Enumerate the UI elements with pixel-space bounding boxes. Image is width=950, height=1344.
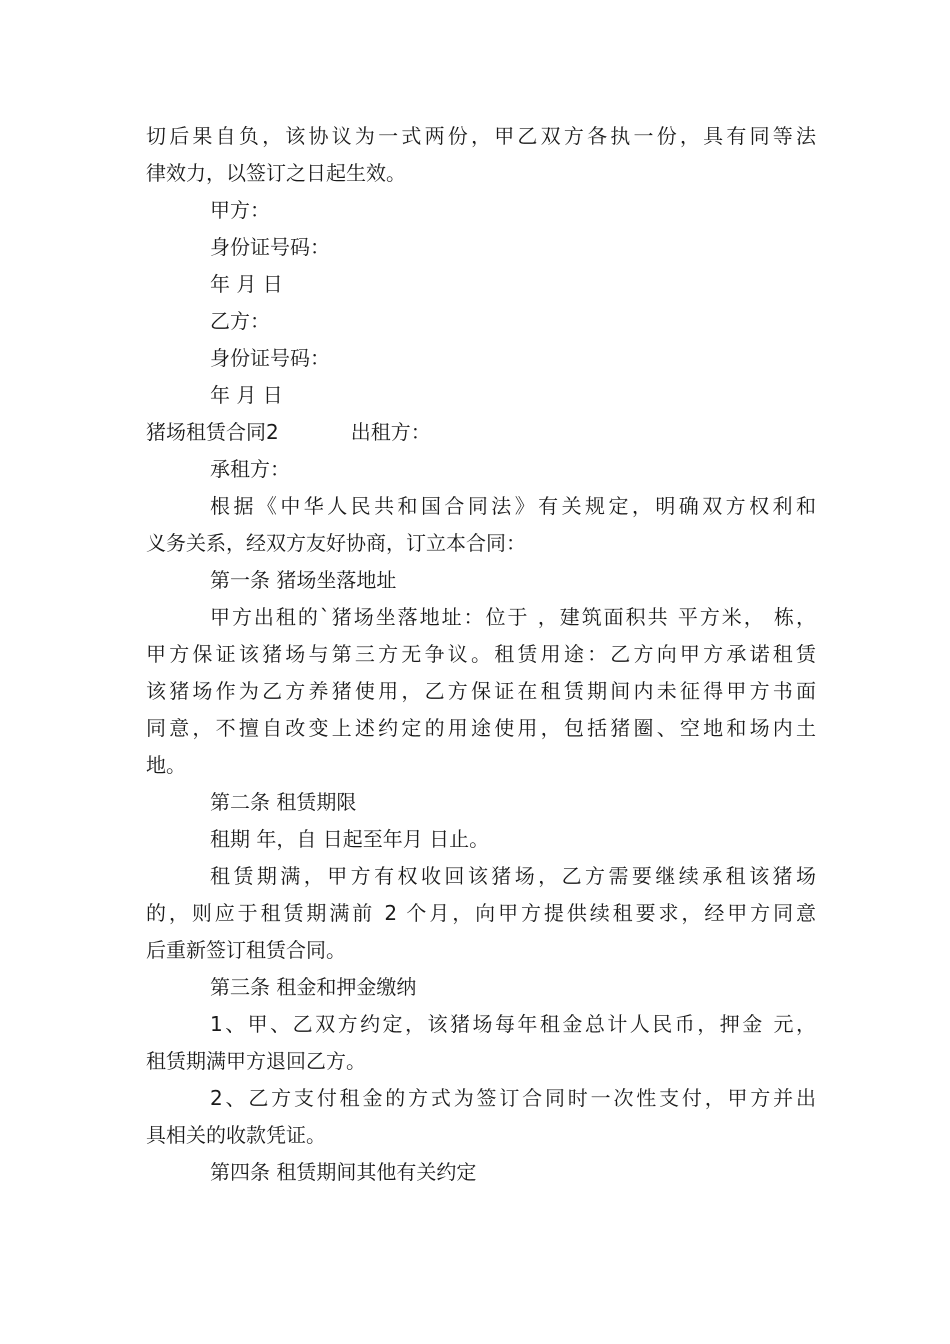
party-a-date: 年 月 日 — [210, 272, 283, 296]
article-heading: 第一条 猪场坐落地址 — [210, 568, 397, 592]
paragraph-line: 1、甲、乙双方约定，该猪场每年租金总计人民币，押金 元， — [210, 1012, 816, 1036]
paragraph-line: 具相关的收款凭证。 — [146, 1123, 326, 1147]
paragraph-line: 租赁期满甲方退回乙方。 — [146, 1049, 366, 1073]
lessor-label: 出租方： — [350, 420, 431, 444]
paragraph-line: 的，则应于租赁期满前 2 个月，向甲方提供续租要求，经甲方同意 — [146, 901, 816, 925]
paragraph-line: 甲方保证该猪场与第三方无争议。租赁用途：乙方向甲方承诺租赁 — [146, 642, 816, 666]
party-a-label: 甲方： — [210, 198, 270, 222]
paragraph-line: 义务关系，经双方友好协商，订立本合同： — [146, 531, 526, 555]
paragraph-line: 同意，不擅自改变上述约定的用途使用，包括猪圈、空地和场内土 — [146, 716, 816, 740]
party-b-id-label: 身份证号码： — [210, 346, 330, 370]
paragraph-line: 租期 年，自 日起至年月 日止。 — [210, 827, 490, 851]
party-b-date: 年 月 日 — [210, 383, 283, 407]
paragraph-line: 切后果自负，该协议为一式两份，甲乙双方各执一份，具有同等法 — [146, 124, 816, 148]
paragraph-line: 甲方出租的`猪场坐落地址：位于 ，建筑面积共 平方米， 栋， — [210, 605, 816, 629]
paragraph-line: 根据《中华人民共和国合同法》有关规定，明确双方权利和 — [210, 494, 816, 518]
contract-title: 猪场租赁合同2 — [146, 420, 279, 444]
party-a-id-label: 身份证号码： — [210, 235, 330, 259]
article-heading: 第二条 租赁期限 — [210, 790, 357, 814]
lessee-label: 承租方： — [210, 457, 290, 481]
party-b-label: 乙方： — [210, 309, 270, 333]
paragraph-line: 地。 — [146, 753, 186, 777]
paragraph-line: 该猪场作为乙方养猪使用，乙方保证在租赁期间内未征得甲方书面 — [146, 679, 816, 703]
paragraph-line: 租赁期满，甲方有权收回该猪场，乙方需要继续承租该猪场 — [210, 864, 816, 888]
article-heading: 第四条 租赁期间其他有关约定 — [210, 1160, 477, 1184]
article-heading: 第三条 租金和押金缴纳 — [210, 975, 417, 999]
contract-title-line — [146, 414, 816, 451]
paragraph-line: 2、乙方支付租金的方式为签订合同时一次性支付，甲方并出 — [210, 1086, 816, 1110]
paragraph-line: 后重新签订租赁合同。 — [146, 938, 346, 962]
paragraph-line: 律效力，以签订之日起生效。 — [146, 161, 406, 185]
document-body — [146, 118, 816, 1191]
